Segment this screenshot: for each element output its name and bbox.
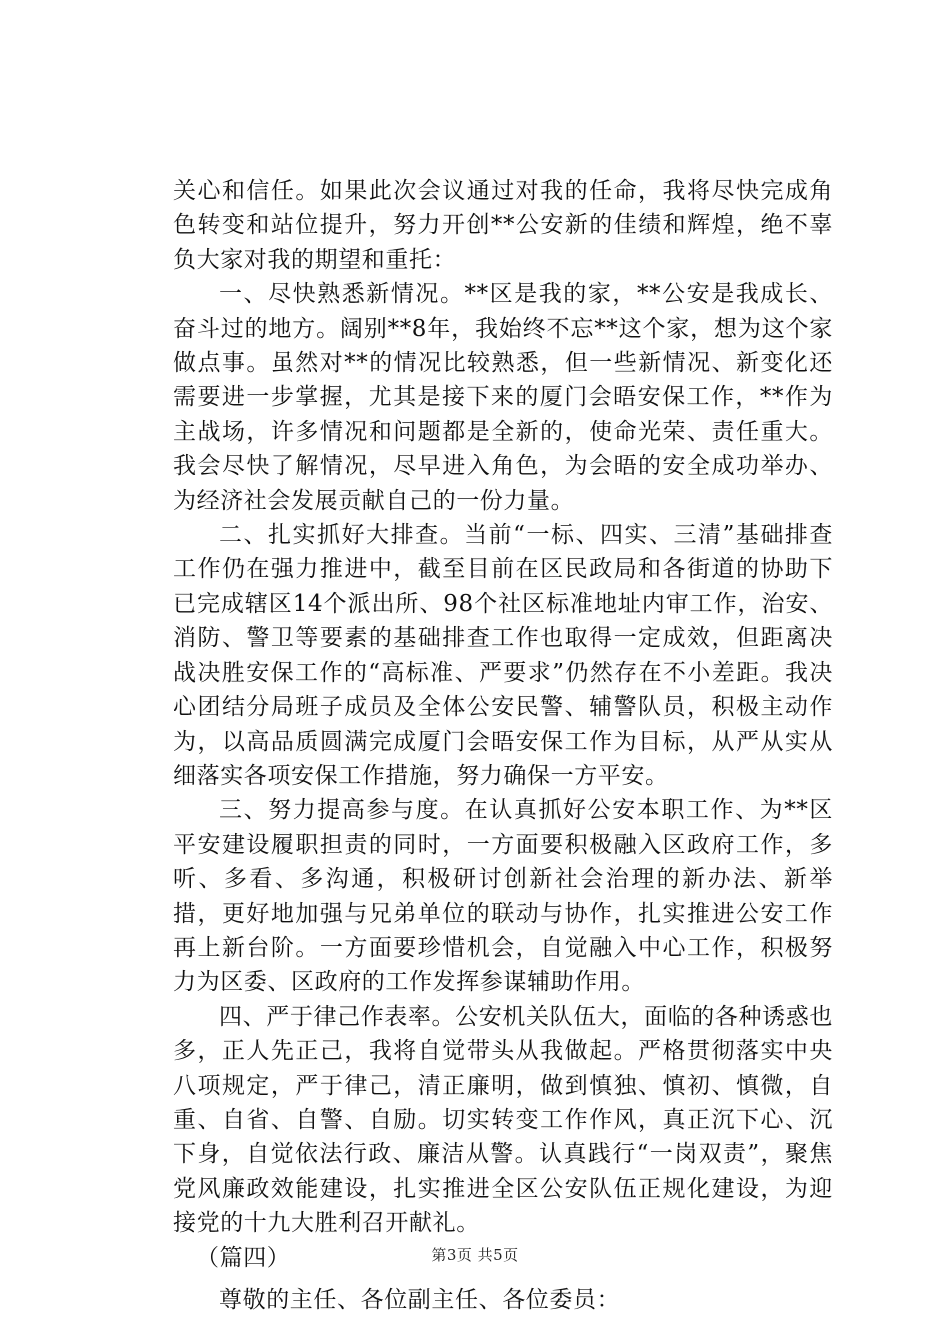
paragraph-point-1: 一、尽快熟悉新情况。**区是我的家，**公安是我成长、奋斗过的地方。阔别**8年，我始终不忘**这个家，想为这个家做点事。虽然对**的情况比较熟悉，但一些新情况、新变化还需要进一步掌握，尤其是接下来的厦门会晤安保工作，**作为主战场，许多情况和问题都是全新的，使命光荣、责任重大。我会尽快了解情况，尽早进入角色，为会晤的安全成功举办、为经济社会发展贡献自己的一份力量。 xyxy=(173,281,833,514)
paragraph-point-3: 三、努力提高参与度。在认真抓好公安本职工作、为**区平安建设履职担责的同时，一方面要积极融入区政府工作，多听、多看、多沟通，积极研讨创新社会治理的新办法、新举措，更好地加强与兄弟单位的联动与协作，扎实推进公安工作再上新台阶。一方面要珍惜机会，自觉融入中心工作，积极努力为区委、区政府的工作发挥参谋辅助作用。 xyxy=(173,797,833,996)
paragraph-point-2: 二、扎实抓好大排查。当前“一标、四实、三清”基础排查工作仍在强力推进中，截至目前在区民政局和各街道的协助下已完成辖区14个派出所、98个社区标准地址内审工作，治安、消防、警卫等要素的基础排查工作也取得一定成效，但距离决战决胜安保工作的“高标准、严要求”仍然存在不小差距。我决心团结分局班子成员及全体公安民警、辅警队员，积极主动作为，以高品质圆满完成厦门会晤安保工作为目标，从严从实从细落实各项安保工作措施，努力确保一方平安。 xyxy=(173,522,833,789)
paragraph-point-4: 四、严于律己作表率。公安机关队伍大，面临的各种诱惑也多，正人先正己，我将自觉带头从我做起。严格贯彻落实中央八项规定，严于律己，清正廉明，做到慎独、慎初、慎微，自重、自省、自警、自励。切实转变工作作风，真正沉下心、沉下身，自觉依法行政、廉洁从警。认真践行“一岗双责”，聚焦党风廉政效能建设，扎实推进全区公安队伍正规化建设，为迎接党的十九大胜利召开献礼。 xyxy=(173,1003,833,1237)
salutation-line: 尊敬的主任、各位副主任、各位委员： xyxy=(219,1287,621,1313)
section-heading: （篇四） xyxy=(196,1244,291,1271)
paragraph-intro: 关心和信任。如果此次会议通过对我的任命，我将尽快完成角色转变和站位提升，努力开创**公安新的佳绩和辉煌，绝不辜负大家对我的期望和重托： xyxy=(173,178,833,273)
document-body xyxy=(173,174,833,1317)
page-number-indicator: 第3页 共5页 xyxy=(431,1246,519,1264)
page-footer xyxy=(0,1244,950,1265)
